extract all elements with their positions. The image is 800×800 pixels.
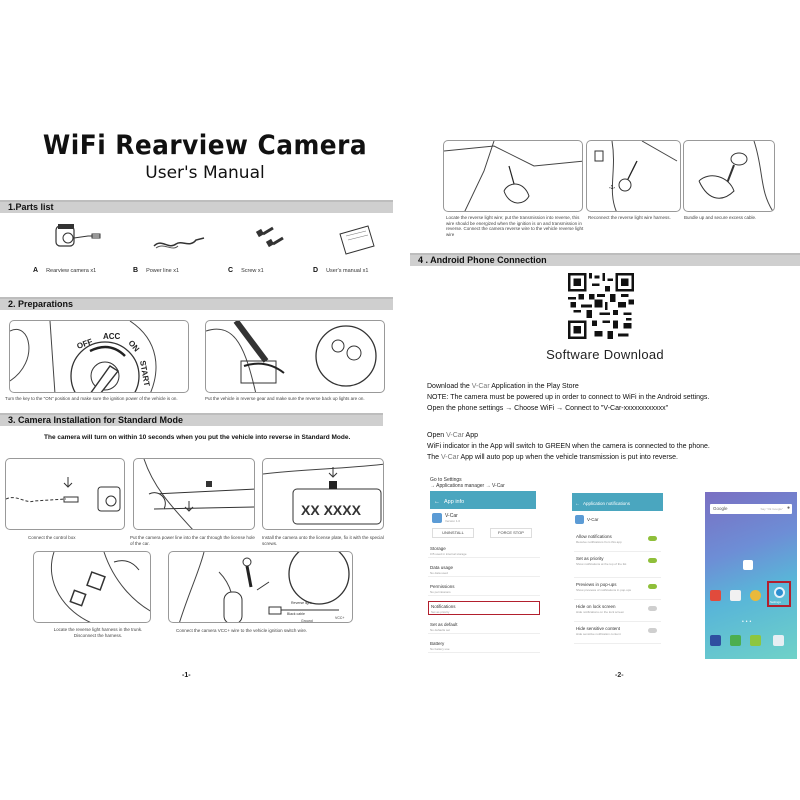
open-app-text: App (463, 432, 478, 439)
open-app-text: App will auto pop up when the vehicle transmission is put into reverse. (458, 454, 678, 461)
qr-code-icon[interactable] (568, 273, 634, 339)
row-title: Set as default (430, 622, 458, 627)
app-name: V-Car (587, 517, 599, 522)
download-text: Application in the Play Store (489, 383, 579, 390)
install-step-1-illustration (5, 458, 125, 530)
set-as-default-row[interactable] (428, 620, 540, 634)
screw-icon (243, 220, 303, 260)
cable-icon (148, 220, 208, 260)
vcar-app-icon (432, 513, 442, 523)
control-box-icon (6, 459, 125, 530)
open-app-text: Open (427, 432, 447, 439)
row-title: Previews in pop-ups (576, 582, 617, 587)
row-subtitle: Show previews of notifications in pop-ups (576, 588, 632, 592)
section-parts-list: 1.Parts list (0, 200, 393, 213)
home-screen-screenshot (705, 492, 797, 659)
back-arrow-icon[interactable]: ← (575, 501, 580, 507)
camera-app-icon[interactable] (710, 590, 721, 601)
notifications-header (572, 493, 663, 511)
hide-sensitive-row[interactable] (574, 624, 661, 644)
manual-subtitle: User's Manual (145, 163, 265, 183)
svg-text:Black cable: Black cable (287, 612, 305, 616)
app-notifications-screenshot (570, 490, 665, 655)
reconnect-icon (587, 141, 681, 212)
allow-notifications-row[interactable] (574, 532, 661, 552)
settings-label: Settings (770, 600, 781, 604)
apps-grid-icon[interactable] (773, 635, 784, 646)
bundle-illustration (683, 140, 775, 212)
svg-text:ACC: ACC (103, 332, 121, 341)
settings-gear-icon[interactable] (774, 587, 785, 598)
wifi-steps: Open the phone settings → Choose WiFi → Connect to "V-Car-xxxxxxxxxxxx" (427, 405, 669, 412)
microphone-icon[interactable]: ● (786, 505, 790, 511)
battery-row[interactable] (428, 639, 540, 653)
auto-popup-note (427, 454, 678, 461)
app-name: V-Car (445, 513, 458, 519)
app-info-title: App info (444, 499, 465, 505)
license-hole-icon (134, 459, 255, 530)
reconnect-illustration (586, 140, 681, 212)
settings-path: → Applications manager → V-Car (430, 483, 505, 489)
play-store-icon[interactable] (743, 560, 753, 570)
toggle-switch[interactable] (648, 628, 657, 633)
row-subtitle: Hide notifications on the lock screen (576, 610, 625, 614)
hide-lock-screen-row[interactable] (574, 602, 661, 622)
download-text: Download the (427, 383, 472, 390)
part-letter: B (133, 267, 139, 274)
reverse-wire-icon (444, 141, 583, 212)
google-search-bar[interactable] (710, 504, 792, 514)
permissions-row[interactable] (428, 582, 540, 596)
set-as-priority-row[interactable] (574, 554, 661, 578)
install-caption-3: Install the camera onto the license plate, fix it with the special screws. (262, 535, 384, 546)
page-number-2: -2- (615, 672, 624, 679)
row-subtitle: No data used (430, 571, 448, 575)
camera-dock-icon[interactable] (710, 635, 721, 646)
settings-instruction: Go to Settings (430, 477, 462, 483)
row-title: Storage (430, 546, 446, 551)
open-app-text: The (427, 454, 442, 461)
part-letter: A (33, 267, 39, 274)
page-number-1: -1- (182, 672, 191, 679)
install-step-3-illustration (262, 458, 384, 530)
phone-dock-icon[interactable] (750, 635, 761, 646)
top-caption-3: Bundle up and secure excess cable. (684, 215, 757, 220)
license-plate-icon (263, 459, 384, 530)
row-title: Permissions (430, 584, 455, 589)
app-version: Version 1.0 (445, 519, 461, 523)
toggle-switch[interactable] (648, 584, 657, 589)
vcar-app-icon (575, 515, 584, 524)
section-preparations: 2. Preparations (0, 297, 393, 310)
svg-text:OFF: OFF (75, 336, 94, 351)
svg-text:-1-: -1- (609, 185, 616, 191)
ignition-illustration (9, 320, 189, 393)
ignition-wire-icon (169, 552, 353, 623)
force-stop-button[interactable]: FORCE STOP (490, 528, 532, 538)
preparation-caption-1: Turn the key to the "ON" position and make sure the ignition power of the vehicle is on. (5, 396, 178, 401)
ignition-key-icon (10, 321, 189, 393)
open-app-title (427, 432, 478, 439)
svg-text:VCC+: VCC+ (335, 616, 345, 620)
settings-highlight-box (767, 581, 791, 607)
part-letter: D (313, 267, 319, 274)
section-android-connection: 4 . Android Phone Connection (410, 253, 800, 266)
svg-text:START: START (138, 359, 152, 388)
manual-title: WiFi Rearview Camera (42, 130, 368, 161)
part-c (228, 220, 318, 280)
previews-row[interactable] (574, 580, 661, 600)
reverse-wire-illustration (443, 140, 583, 212)
row-subtitle: No permissions (430, 590, 451, 594)
download-note: NOTE: The camera must be powered up in order to connect to WiFi in the Android settings. (427, 394, 710, 401)
row-subtitle: No defaults set (430, 628, 451, 632)
row-subtitle: Set as priority (431, 610, 450, 614)
top-caption-2: Reconnect the reverse light wire harness. (588, 215, 671, 220)
install-step-5-illustration (168, 551, 353, 623)
row-title: Set as priority (576, 556, 604, 561)
page-indicator-dots: ••• (742, 619, 754, 625)
app-name: V-Car (471, 383, 490, 390)
app-info-header (430, 491, 536, 509)
part-d (313, 220, 403, 280)
notifications-title: Application notifications (583, 501, 631, 506)
installation-intro: The camera will turn on within 10 seconds when you put the vehicle into reverse in Standard Mode. (44, 434, 351, 441)
install-caption-5: Connect the camera VCC+ wire to the vehicle ignition switch wire. (176, 628, 308, 633)
camera-icon (48, 220, 108, 260)
wifi-indicator-note: WiFi indicator in the App will switch to GREEN when the camera is connected to the phone. (427, 443, 710, 450)
install-caption-1: Connect the control box (28, 535, 76, 540)
part-a (33, 220, 123, 280)
part-letter: C (228, 267, 234, 274)
row-title: Battery (430, 641, 445, 646)
app-name: V-Car (446, 432, 464, 439)
maps-dock-icon[interactable] (730, 635, 741, 646)
row-subtitle: Show notifications at the top of the list (576, 562, 627, 566)
toggle-switch[interactable] (648, 558, 657, 563)
top-caption-1: Locate the reverse light wire; put the transmission into reverse, this wire should be energized when the ignition is on and transmission in reverse. Connect the camera reverse wire to the vehicle reverse light wire (446, 215, 584, 237)
part-b (133, 220, 223, 280)
row-subtitle: No battery use (430, 647, 450, 651)
toggle-switch[interactable] (648, 606, 657, 611)
part-label: Power line x1 (146, 268, 180, 274)
gear-shift-icon (206, 321, 385, 393)
install-step-4-illustration (33, 551, 151, 623)
toggle-switch[interactable] (648, 536, 657, 541)
email-app-icon[interactable] (730, 590, 741, 601)
manual-icon (328, 220, 388, 260)
gear-shift-illustration (205, 320, 385, 393)
harness-icon (34, 552, 151, 623)
install-caption-4: Locate the reverse light harness in the trunk. Disconnect the harness. (53, 627, 143, 638)
part-label: User's manual x1 (326, 268, 369, 274)
search-hint: Say "Ok Google" (760, 507, 783, 511)
app-info-screenshot (424, 477, 544, 662)
google-logo: Google (713, 506, 728, 511)
row-subtitle: Hide sensitive notification content (576, 632, 621, 636)
storage-row[interactable] (428, 544, 540, 558)
row-title: Allow notifications (576, 534, 612, 539)
row-title: Data usage (430, 565, 454, 570)
preparation-caption-2: Put the vehicle in reverse gear and make sure the reverse back up lights are on. (205, 396, 365, 401)
svg-text:Ground: Ground (301, 619, 313, 623)
bundle-icon (684, 141, 775, 212)
download-line (427, 383, 579, 390)
app-name: V-Car (441, 454, 459, 461)
row-subtitle: 0 B used in internal storage (430, 552, 467, 556)
part-label: Rearview camera x1 (46, 268, 97, 274)
svg-text:ON: ON (126, 338, 142, 354)
row-title: Hide sensitive content (576, 626, 621, 631)
svg-text:Reverse light: Reverse light (291, 601, 312, 605)
svg-text:XX XXXX: XX XXXX (301, 502, 361, 518)
part-label: Screw x1 (241, 268, 264, 274)
chrome-app-icon[interactable] (750, 590, 761, 601)
install-caption-2: Put the camera power line into the car through the license hole of the car. (130, 535, 255, 546)
data-usage-row[interactable] (428, 563, 540, 577)
software-download-label: Software Download (546, 347, 664, 362)
row-title: Hide on lock screen (576, 604, 616, 609)
manual-page-2 (410, 0, 800, 800)
notifications-row[interactable] (428, 601, 540, 615)
section-camera-installation: 3. Camera Installation for Standard Mode (0, 413, 383, 426)
back-arrow-icon[interactable]: ← (434, 499, 440, 505)
uninstall-button[interactable]: UNINSTALL (432, 528, 474, 538)
row-title: Notifications (431, 604, 456, 609)
install-step-2-illustration (133, 458, 255, 530)
row-subtitle: Receive notifications from this app (576, 540, 622, 544)
